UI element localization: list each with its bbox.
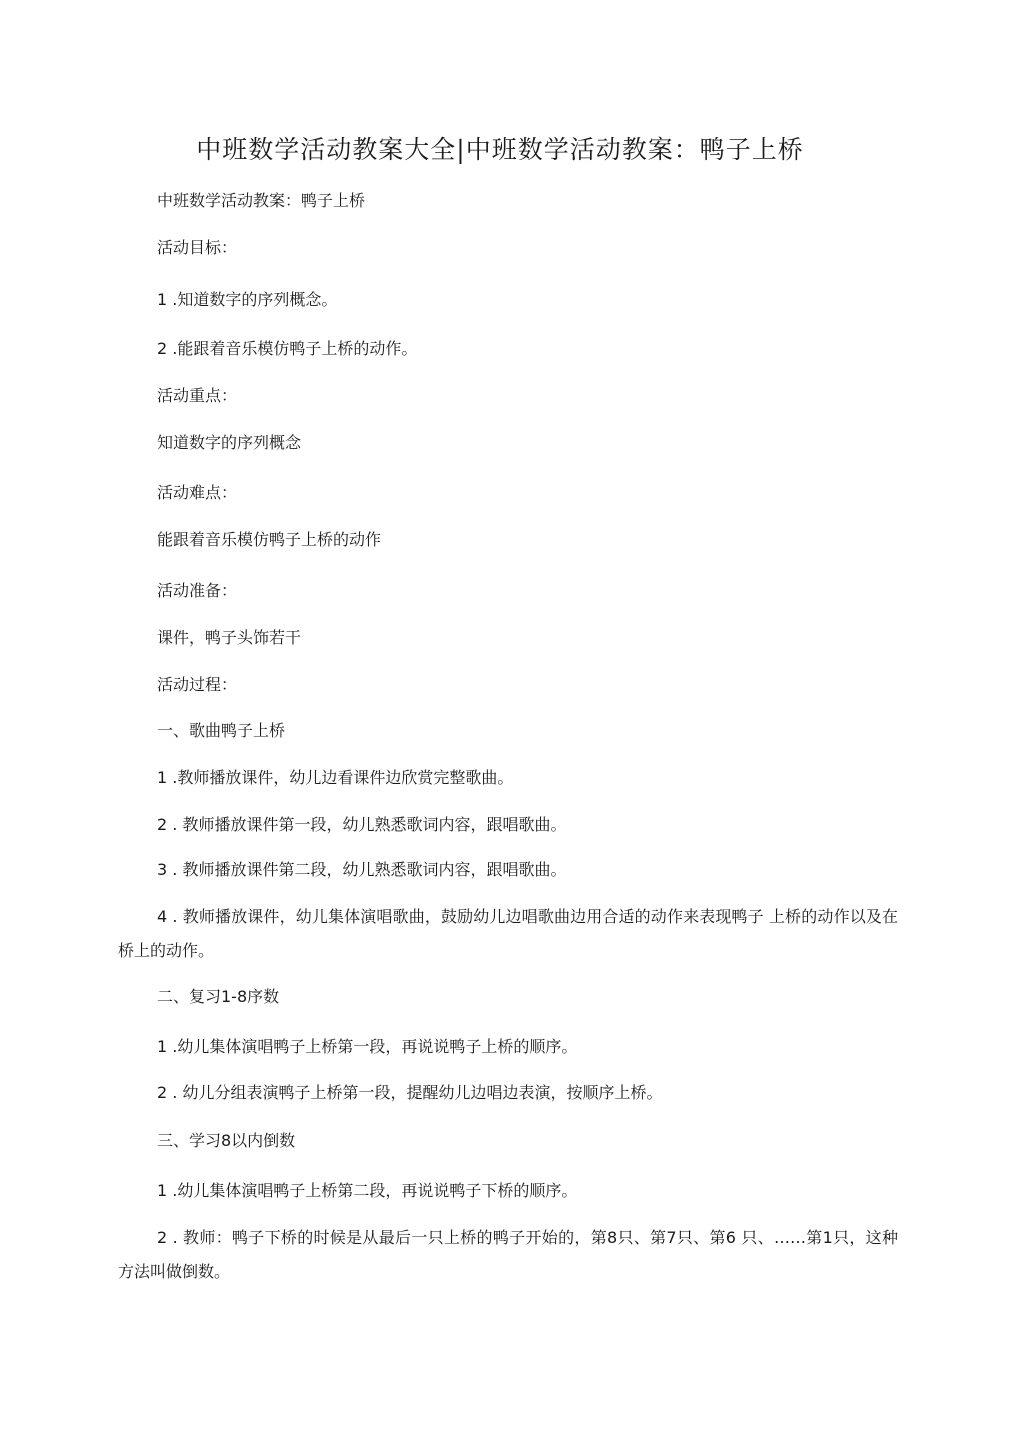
difficulty-heading: 活动难点： [157, 483, 238, 502]
difficulty-text: 能跟着音乐模仿鸭子上桥的动作 [157, 530, 382, 549]
preparation-text: 课件，鸭子头饰若干 [157, 628, 302, 647]
key-point-text: 知道数字的序列概念 [157, 433, 302, 452]
section-3-heading: 三、学习8以内倒数 [157, 1131, 296, 1150]
document-title: 中班数学活动教案大全|中班数学活动教案：鸭子上桥 [196, 135, 804, 164]
section-1-step-2: 2 . 教师播放课件第一段，幼儿熟悉歌词内容，跟唱歌曲。 [157, 815, 567, 834]
section-1-heading: 一、歌曲鸭子上桥 [157, 721, 286, 740]
section-1-step-3: 3 . 教师播放课件第二段，幼儿熟悉歌词内容，跟唱歌曲。 [157, 860, 567, 879]
key-point-heading: 活动重点： [157, 386, 238, 405]
goal-item-1: 1 .知道数字的序列概念。 [157, 290, 338, 309]
section-3-step-2: 2 . 教师：鸭子下桥的时候是从最后一只上桥的鸭子开始的，第8只、第7只、第6 只、……第1只，这种方法叫做倒数。 [118, 1228, 898, 1281]
section-1-step-1: 1 .教师播放课件，幼儿边看课件边欣赏完整歌曲。 [157, 768, 514, 787]
preparation-heading: 活动准备： [157, 581, 238, 600]
document-subtitle: 中班数学活动教案：鸭子上桥 [157, 191, 366, 210]
process-heading: 活动过程： [157, 675, 238, 694]
section-1-step-4: 4 . 教师播放课件，幼儿集体演唱歌曲，鼓励幼儿边唱歌曲边用合适的动作来表现鸭子 上桥的动作以及在桥上的动作。 [118, 907, 898, 960]
section-2-step-2: 2 . 幼儿分组表演鸭子上桥第一段，提醒幼儿边唱边表演，按顺序上桥。 [157, 1083, 663, 1102]
section-3-step-1: 1 .幼儿集体演唱鸭子上桥第二段，再说说鸭子下桥的顺序。 [157, 1181, 578, 1200]
goal-item-2: 2 .能跟着音乐模仿鸭子上桥的动作。 [157, 339, 418, 358]
goals-heading: 活动目标： [157, 238, 238, 257]
section-2-step-1: 1 .幼儿集体演唱鸭子上桥第一段，再说说鸭子上桥的顺序。 [157, 1037, 578, 1056]
section-2-heading: 二、复习1-8序数 [157, 987, 280, 1006]
